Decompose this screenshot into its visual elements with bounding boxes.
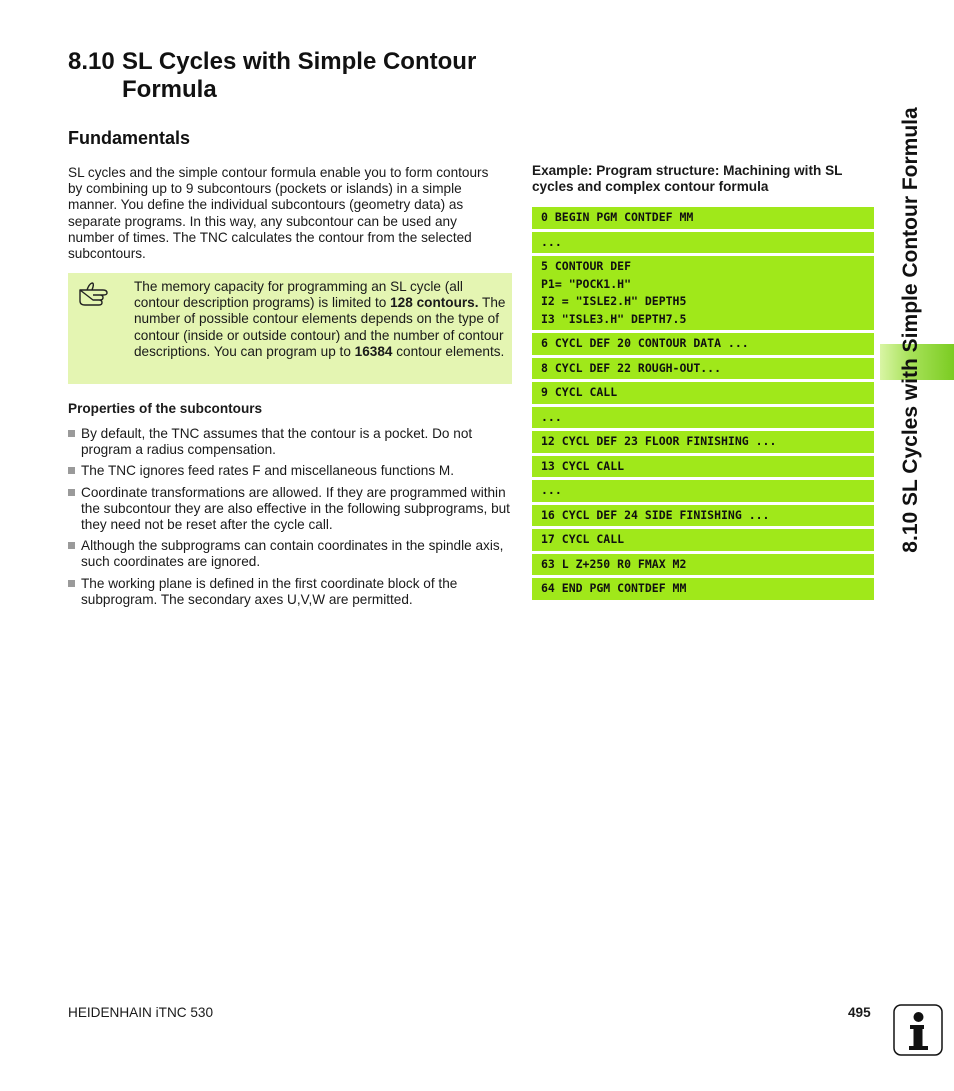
code-line: ... [532, 480, 874, 502]
code-line: 64 END PGM CONTDEF MM [532, 578, 874, 600]
properties-heading: Properties of the subcontours [68, 401, 263, 416]
note-bold-elements: 16384 [354, 343, 393, 359]
list-item-text: The working plane is defined in the first coordinate block of the subprogram. The secondary axes U,V,W are permitted. [81, 575, 458, 607]
code-line: 12 CYCL DEF 23 FLOOR FINISHING ... [532, 431, 874, 453]
side-title: 8.10 SL Cycles with Simple Contour Formula [899, 107, 922, 553]
page-title [68, 48, 528, 104]
code-line: 6 CYCL DEF 20 CONTOUR DATA ... [532, 333, 874, 355]
code-line: ... [532, 407, 874, 429]
list-item [68, 538, 512, 570]
bullet-square-icon [68, 580, 75, 587]
list-item [68, 485, 512, 534]
code-listing [532, 207, 874, 603]
note-text-2: The number of possible contour elements depends on the type of contour (inside or outside contour) and the number of contour descriptions. You can program up to [134, 295, 506, 359]
properties-list [68, 426, 512, 613]
footer-manual-name: HEIDENHAIN iTNC 530 [68, 1005, 214, 1020]
bullet-square-icon [68, 489, 75, 496]
bullet-square-icon [68, 542, 75, 549]
title-line-1: SL Cycles with Simple Contour [122, 48, 477, 75]
note-text-3: contour elements. [392, 343, 505, 359]
list-item [68, 576, 512, 608]
page-number: 495 [848, 1005, 871, 1020]
code-line: 17 CYCL CALL [532, 529, 874, 551]
list-item-text: Although the subprograms can contain coordinates in the spindle axis, such coordinates are ignored. [81, 538, 504, 570]
list-item-text: The TNC ignores feed rates F and miscellaneous functions M. [81, 463, 454, 479]
note-text-1: The memory capacity for programming an SL cycle (all contour description programs) is limited to [134, 279, 463, 311]
list-item-text: By default, the TNC assumes that the contour is a pocket. Do not program a radius compensation. [81, 426, 473, 458]
note-text [134, 279, 506, 360]
bullet-square-icon [68, 430, 75, 437]
list-item [68, 463, 512, 479]
list-item-text: Coordinate transformations are allowed. If they are programmed within the subcontour they are also effective in the following subprograms, but they need not be reset after the cycle call. [81, 484, 510, 533]
bullet-square-icon [68, 467, 75, 474]
list-item [68, 426, 512, 458]
note-bold-contours: 128 contours. [390, 295, 479, 311]
intro-paragraph: SL cycles and the simple contour formula enable you to form contours by combining up to 9 subcontours (pockets or islands) in a simple manner. You define the individual subcontours (geometry data) as separate programs. In this way, any subcontour can be used any number of times. The TNC calculates the contour from the selected subcontours. [68, 165, 489, 262]
code-line: 16 CYCL DEF 24 SIDE FINISHING ... [532, 505, 874, 527]
info-icon [893, 1004, 943, 1056]
code-line: ... [532, 232, 874, 254]
code-line: 5 CONTOUR DEF P1= "POCK1.H" I2 = "ISLE2.H" DEPTH5 I3 "ISLE3.H" DEPTH7.5 [532, 256, 874, 330]
pointing-hand-icon [76, 279, 116, 309]
note-box [68, 273, 512, 384]
code-line: 9 CYCL CALL [532, 382, 874, 404]
section-number: 8.10 [68, 48, 115, 75]
subheading: Fundamentals [68, 128, 191, 148]
example-heading: Example: Program structure: Machining with SL cycles and complex contour formula [532, 163, 843, 195]
code-line: 0 BEGIN PGM CONTDEF MM [532, 207, 874, 229]
title-line-2: Formula [122, 76, 217, 103]
code-line: 13 CYCL CALL [532, 456, 874, 478]
code-line: 8 CYCL DEF 22 ROUGH-OUT... [532, 358, 874, 380]
code-line: 63 L Z+250 R0 FMAX M2 [532, 554, 874, 576]
